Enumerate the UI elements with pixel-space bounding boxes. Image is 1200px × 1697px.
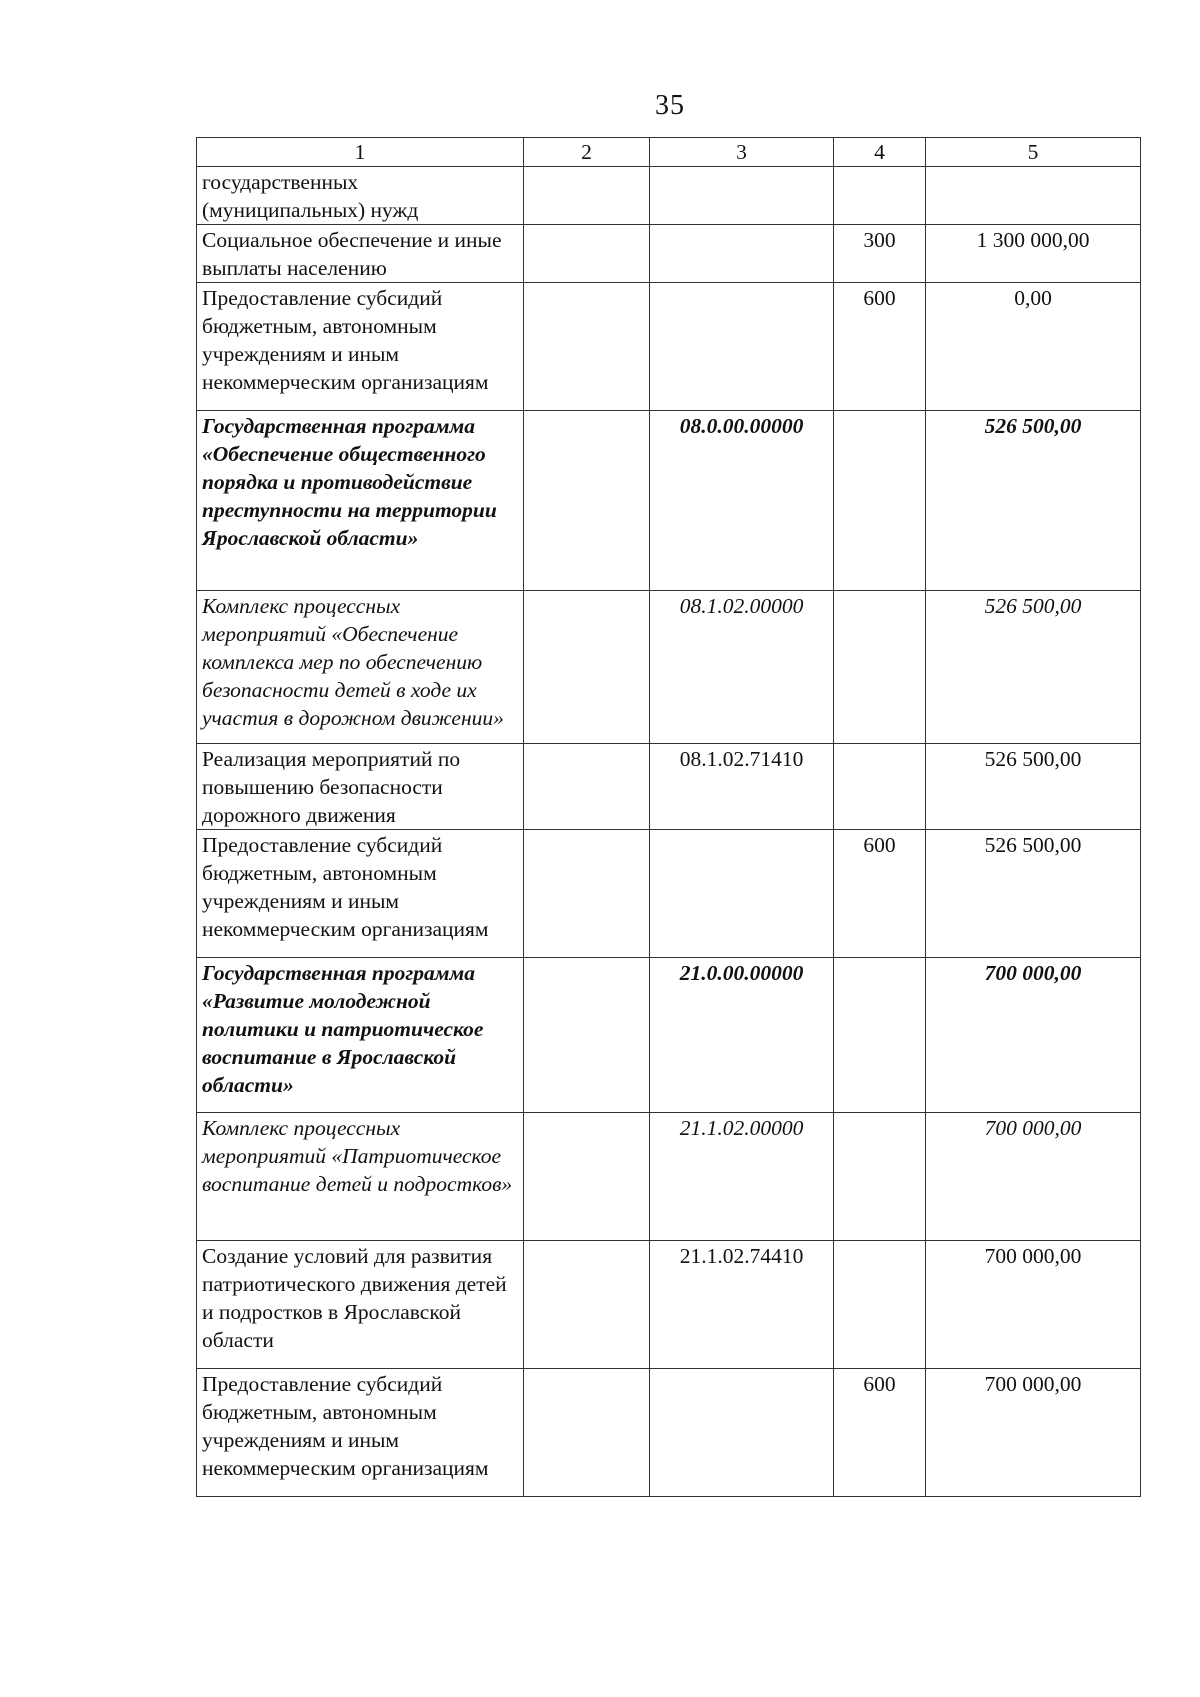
row-expense-type-cell — [834, 167, 926, 225]
row-code-cell: 21.0.00.00000 — [650, 958, 834, 1113]
row-expense-type-cell — [834, 1241, 926, 1369]
column-header-2: 2 — [524, 138, 650, 167]
row-col2-cell — [524, 225, 650, 283]
row-amount-cell: 0,00 — [926, 283, 1141, 411]
row-amount-cell: 526 500,00 — [926, 830, 1141, 958]
row-code-cell — [650, 1369, 834, 1497]
table-row — [197, 1113, 1141, 1241]
row-name-cell: Создание условий для развития патриотического движения детей и подростков в Ярославской области — [197, 1241, 524, 1369]
row-name-cell: Социальное обеспечение и иные выплаты населению — [197, 225, 524, 283]
row-amount-cell: 1 300 000,00 — [926, 225, 1141, 283]
row-code-cell: 08.1.02.71410 — [650, 744, 834, 830]
table-body — [197, 167, 1141, 1497]
row-expense-type-cell: 600 — [834, 283, 926, 411]
row-col2-cell — [524, 1113, 650, 1241]
row-name-cell: государственных (муниципальных) нужд — [197, 167, 524, 225]
row-code-cell — [650, 830, 834, 958]
row-name-cell: Предоставление субсидий бюджетным, автономным учреждениям и иным некоммерческим организациям — [197, 830, 524, 958]
row-code-cell: 08.1.02.00000 — [650, 591, 834, 744]
row-code-cell — [650, 225, 834, 283]
row-code-cell — [650, 167, 834, 225]
row-col2-cell — [524, 411, 650, 591]
row-expense-type-cell: 600 — [834, 1369, 926, 1497]
table-row — [197, 1369, 1141, 1497]
row-col2-cell — [524, 283, 650, 411]
row-col2-cell — [524, 1241, 650, 1369]
row-amount-cell: 526 500,00 — [926, 744, 1141, 830]
table-row — [197, 283, 1141, 411]
row-amount-cell: 526 500,00 — [926, 411, 1141, 591]
row-col2-cell — [524, 1369, 650, 1497]
budget-table — [196, 137, 1141, 1497]
column-header-4: 4 — [834, 138, 926, 167]
table-row — [197, 411, 1141, 591]
row-expense-type-cell — [834, 1113, 926, 1241]
row-col2-cell — [524, 591, 650, 744]
row-name-cell: Предоставление субсидий бюджетным, автономным учреждениям и иным некоммерческим организациям — [197, 1369, 524, 1497]
row-code-cell — [650, 283, 834, 411]
row-col2-cell — [524, 830, 650, 958]
column-header-3: 3 — [650, 138, 834, 167]
row-expense-type-cell: 600 — [834, 830, 926, 958]
table-row — [197, 167, 1141, 225]
row-expense-type-cell: 300 — [834, 225, 926, 283]
row-col2-cell — [524, 167, 650, 225]
row-col2-cell — [524, 744, 650, 830]
row-code-cell: 21.1.02.00000 — [650, 1113, 834, 1241]
table-row — [197, 958, 1141, 1113]
page-number: 35 — [655, 90, 685, 121]
row-name-cell: Реализация мероприятий по повышению безопасности дорожного движения — [197, 744, 524, 830]
row-amount-cell — [926, 167, 1141, 225]
row-expense-type-cell — [834, 411, 926, 591]
row-expense-type-cell — [834, 744, 926, 830]
row-name-cell: Комплекс процессных мероприятий «Патриотическое воспитание детей и подростков» — [197, 1113, 524, 1241]
row-amount-cell: 700 000,00 — [926, 958, 1141, 1113]
row-code-cell: 21.1.02.74410 — [650, 1241, 834, 1369]
row-amount-cell: 700 000,00 — [926, 1369, 1141, 1497]
table-header-row — [197, 138, 1141, 167]
table-row — [197, 744, 1141, 830]
table-row — [197, 1241, 1141, 1369]
row-name-cell: Государственная программа «Развитие молодежной политики и патриотическое воспитание в Ярославской области» — [197, 958, 524, 1113]
column-header-1: 1 — [197, 138, 524, 167]
row-expense-type-cell — [834, 958, 926, 1113]
table-row — [197, 830, 1141, 958]
row-amount-cell: 526 500,00 — [926, 591, 1141, 744]
row-col2-cell — [524, 958, 650, 1113]
table-row — [197, 591, 1141, 744]
row-code-cell: 08.0.00.00000 — [650, 411, 834, 591]
row-name-cell: Комплекс процессных мероприятий «Обеспечение комплекса мер по обеспечению безопасности детей в ходе их участия в дорожном движении» — [197, 591, 524, 744]
table-row — [197, 225, 1141, 283]
row-name-cell: Государственная программа «Обеспечение общественного порядка и противодействие преступности на территории Ярославской области» — [197, 411, 524, 591]
column-header-5: 5 — [926, 138, 1141, 167]
row-amount-cell: 700 000,00 — [926, 1113, 1141, 1241]
row-expense-type-cell — [834, 591, 926, 744]
row-amount-cell: 700 000,00 — [926, 1241, 1141, 1369]
row-name-cell: Предоставление субсидий бюджетным, автономным учреждениям и иным некоммерческим организациям — [197, 283, 524, 411]
